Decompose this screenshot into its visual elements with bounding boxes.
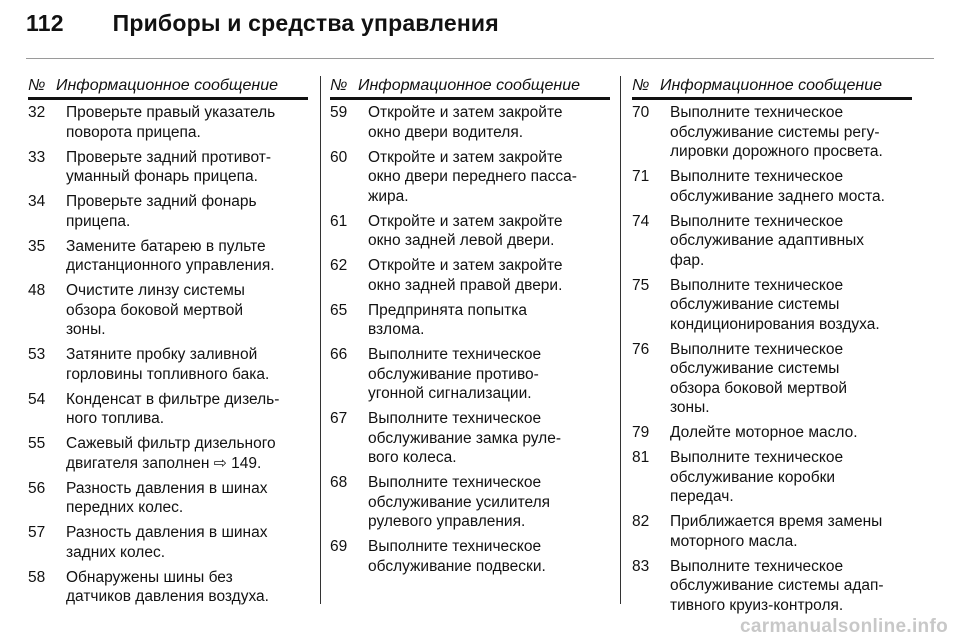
page-number: 112 — [26, 10, 64, 36]
table-row — [28, 237, 308, 276]
message-number: 71 — [632, 168, 650, 185]
table-row — [28, 103, 308, 142]
message-text: Предпринята попытка взлома. — [368, 301, 527, 338]
table-row — [28, 523, 308, 562]
table-row — [632, 103, 912, 162]
message-text: Выполните техническое обслуживание противо- угонной сигнализации. — [368, 346, 542, 402]
message-text: Долейте моторное масло. — [670, 424, 858, 441]
table-row — [330, 212, 610, 251]
watermark: carmanualsonline.info — [740, 616, 948, 637]
message-number: 58 — [28, 568, 46, 586]
table-row — [28, 390, 308, 429]
message-number: 66 — [330, 346, 348, 363]
page-title: Приборы и средства управления — [112, 10, 499, 36]
message-number: 55 — [28, 435, 46, 452]
message-number: 57 — [28, 524, 46, 541]
message-number: 76 — [632, 340, 650, 358]
message-text: Выполните техническое обслуживание коробки передач. — [670, 449, 844, 505]
table-row — [28, 148, 308, 187]
message-number: 34 — [28, 193, 46, 210]
message-text: Конденсат в фильтре дизель- ного топлива. — [66, 390, 280, 427]
message-number: 65 — [330, 301, 348, 319]
message-table-column-3 — [632, 76, 912, 621]
message-number: 59 — [330, 104, 348, 121]
table-row — [632, 557, 912, 616]
header-message-label: Информационное сообщение — [56, 77, 278, 94]
message-text: Разность давления в шинах задних колес. — [66, 524, 268, 561]
message-text: Выполните техническое обслуживание адаптивных фар. — [670, 212, 865, 269]
message-text: Очистите линзу системы обзора боковой мертвой зоны. — [66, 282, 245, 338]
message-text: Выполните техническое обслуживание подвески. — [368, 538, 546, 575]
table-row — [632, 512, 912, 551]
column-divider — [320, 76, 321, 604]
table-row — [632, 167, 912, 206]
message-table-column-1 — [28, 76, 308, 612]
table-row — [330, 409, 610, 468]
message-number: 68 — [330, 474, 348, 491]
table-row — [28, 568, 308, 607]
message-number: 61 — [330, 212, 348, 230]
message-number: 82 — [632, 513, 650, 530]
message-text: Сажевый фильтр дизельного двигателя заполнен ⇨ 149. — [66, 435, 276, 472]
header-number-label: № — [632, 77, 650, 94]
message-text: Выполните техническое обслуживание замка руле- вого колеса. — [368, 410, 562, 466]
message-text: Откройте и затем закройте окно двери водителя. — [368, 104, 563, 141]
message-text: Выполните техническое обслуживание заднего моста. — [670, 168, 885, 205]
message-number: 62 — [330, 257, 348, 274]
table-row — [330, 148, 610, 207]
message-text: Выполните техническое обслуживание системы адап- тивного круиз-контроля. — [670, 557, 884, 614]
message-text: Проверьте задний фонарь прицепа. — [66, 193, 257, 230]
table-row — [28, 434, 308, 473]
header-number-label: № — [330, 77, 348, 94]
header-divider — [26, 58, 934, 59]
message-text: Откройте и затем закройте окно задней левой двери. — [368, 212, 563, 249]
table-header — [28, 76, 308, 100]
message-number: 35 — [28, 237, 46, 255]
message-text: Выполните техническое обслуживание усилителя рулевого управления. — [368, 474, 551, 530]
message-text: Выполните техническое обслуживание системы кондиционирования воздуха. — [670, 276, 880, 333]
table-row — [28, 479, 308, 518]
table-header — [632, 76, 912, 100]
message-number: 79 — [632, 424, 650, 441]
table-row — [632, 276, 912, 335]
message-number: 48 — [28, 282, 46, 299]
message-text: Выполните техническое обслуживание системы обзора боковой мертвой зоны. — [670, 340, 847, 416]
table-row — [330, 103, 610, 142]
message-text: Затяните пробку заливной горловины топливного бака. — [66, 346, 270, 383]
table-row — [632, 423, 912, 443]
table-header — [330, 76, 610, 100]
table-row — [28, 281, 308, 340]
message-number: 67 — [330, 410, 348, 427]
message-text: Откройте и затем закройте окно задней правой двери. — [368, 257, 563, 294]
message-text: Обнаружены шины без датчиков давления воздуха. — [66, 568, 269, 605]
message-number: 60 — [330, 148, 348, 166]
message-number: 33 — [28, 148, 46, 166]
message-text: Приближается время замены моторного масла. — [670, 513, 883, 550]
table-row — [632, 448, 912, 507]
message-number: 53 — [28, 346, 46, 363]
header-message-label: Информационное сообщение — [660, 77, 882, 94]
table-row — [330, 345, 610, 404]
page-header — [26, 10, 499, 37]
table-row — [632, 340, 912, 418]
header-number-label: № — [28, 77, 46, 94]
table-row — [330, 301, 610, 340]
message-number: 81 — [632, 449, 650, 466]
message-number: 74 — [632, 212, 650, 230]
message-text: Откройте и затем закройте окно двери переднего пасса- жира. — [368, 148, 577, 205]
message-number: 56 — [28, 479, 46, 497]
message-text: Замените батарею в пульте дистанционного управления. — [66, 237, 275, 274]
table-row — [330, 473, 610, 532]
message-text: Выполните техническое обслуживание системы регу- лировки дорожного просвета. — [670, 104, 883, 160]
message-text: Проверьте задний противот- уманный фонарь прицепа. — [66, 148, 272, 185]
column-divider — [620, 76, 621, 604]
message-number: 75 — [632, 276, 650, 294]
table-row — [28, 345, 308, 384]
message-text: Проверьте правый указатель поворота прицепа. — [66, 104, 276, 141]
table-row — [330, 256, 610, 295]
message-number: 69 — [330, 538, 348, 555]
header-message-label: Информационное сообщение — [358, 77, 580, 94]
message-table-column-2 — [330, 76, 610, 582]
table-row — [330, 537, 610, 576]
message-number: 83 — [632, 557, 650, 575]
table-row — [28, 192, 308, 231]
message-number: 32 — [28, 104, 46, 121]
message-number: 70 — [632, 104, 650, 121]
message-number: 54 — [28, 390, 46, 408]
message-text: Разность давления в шинах передних колес. — [66, 479, 268, 516]
table-row — [632, 212, 912, 271]
